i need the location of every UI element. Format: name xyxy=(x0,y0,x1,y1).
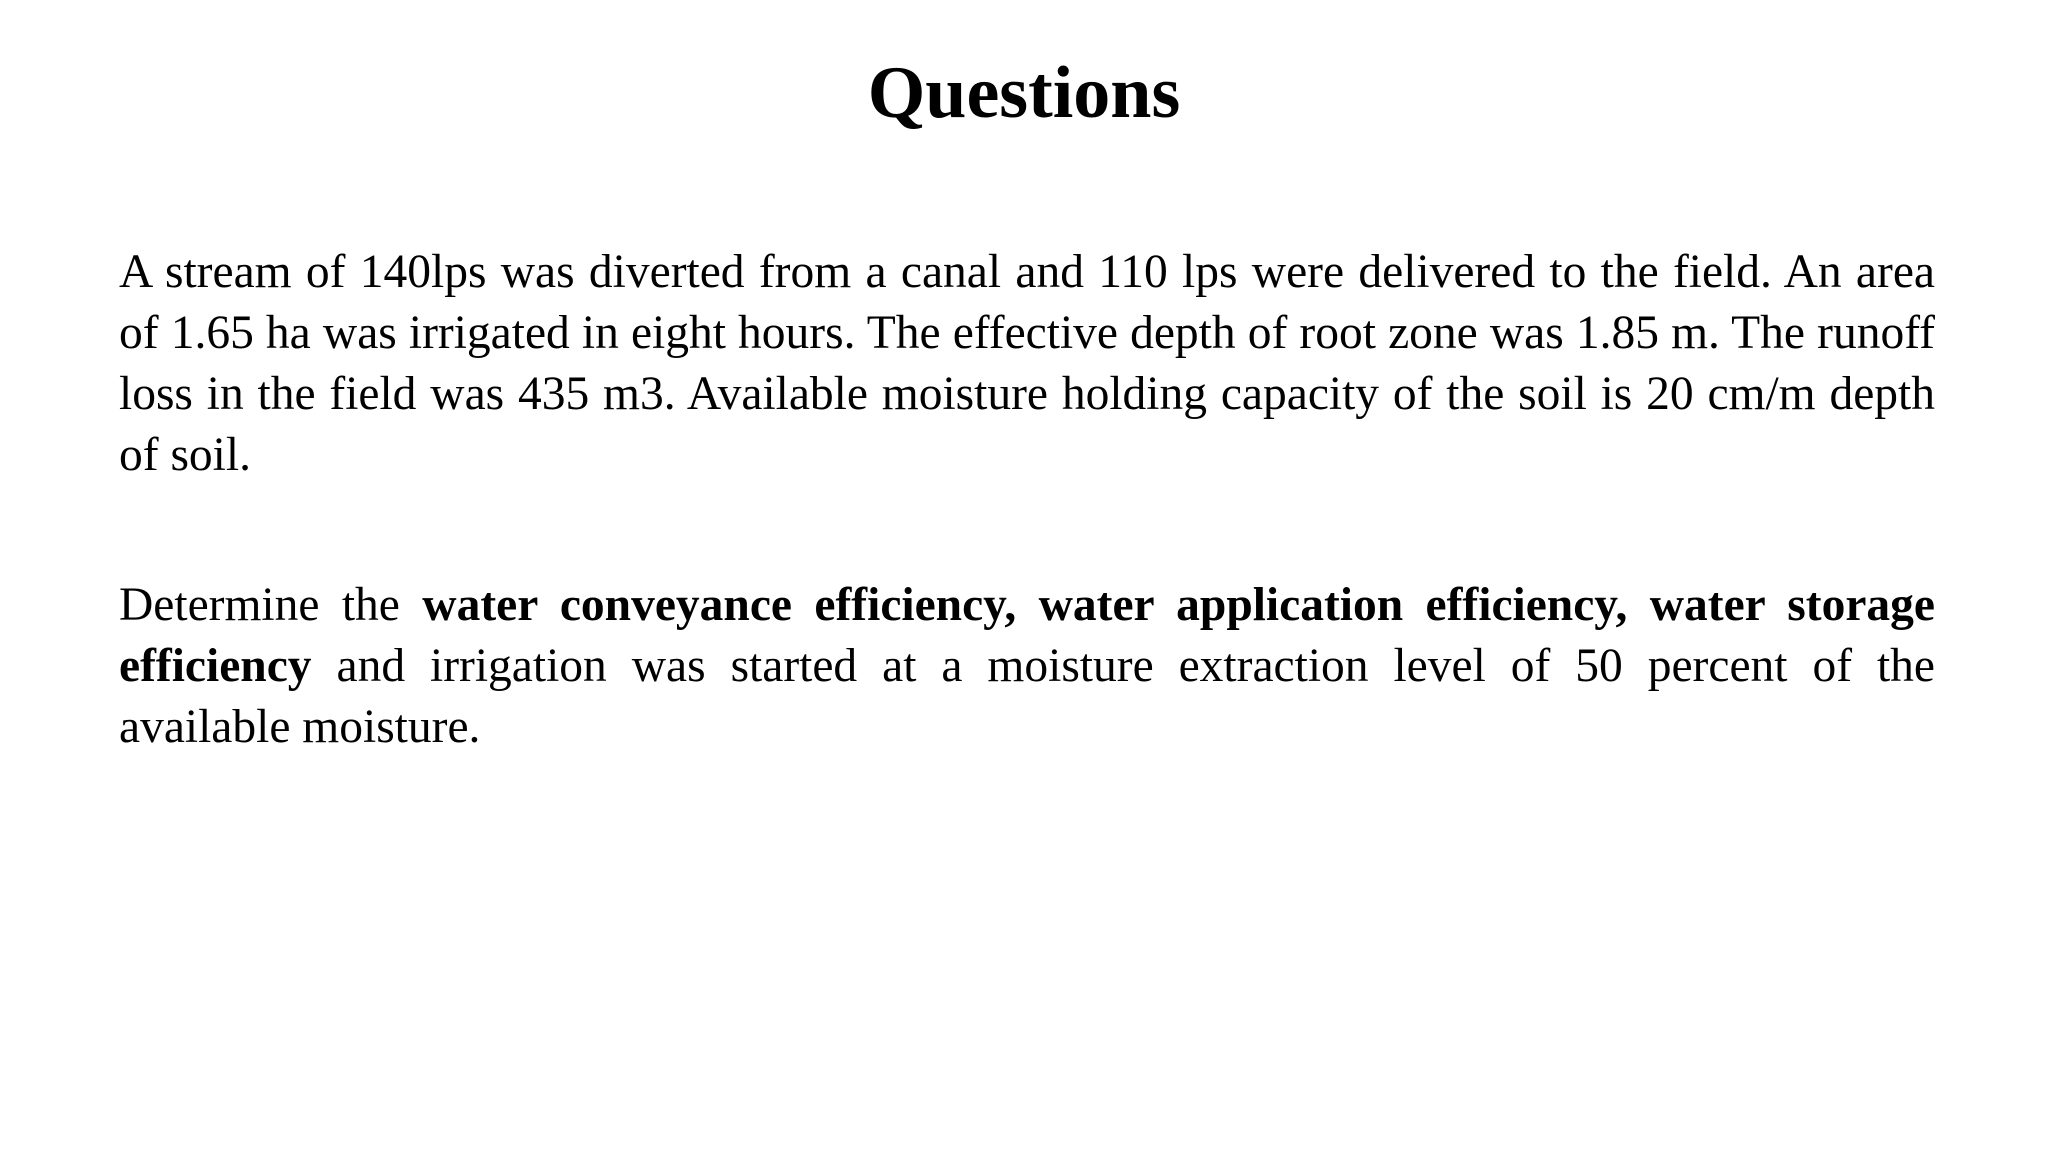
task-lead-text: Determine the xyxy=(119,579,423,631)
task-emphasis-text: water conveyance efficiency, water application efficiency, water storage efficiency xyxy=(119,579,1935,692)
question-paragraph: A stream of 140lps was diverted from a canal and 110 lps were delivered to the field. An area of 1.65 ha was irrigated in eight hours. The effective depth of root zone was 1.85 m. The runoff loss in the field was 435 m3. Available moisture holding capacity of the soil is 20 cm/m depth of soil. xyxy=(119,246,1935,481)
slide-title: Questions xyxy=(867,52,1181,134)
task-tail-text: and irrigation was started at a moisture extraction level of 50 percent of the available moisture. xyxy=(119,640,1935,753)
task-paragraph xyxy=(119,575,1935,758)
